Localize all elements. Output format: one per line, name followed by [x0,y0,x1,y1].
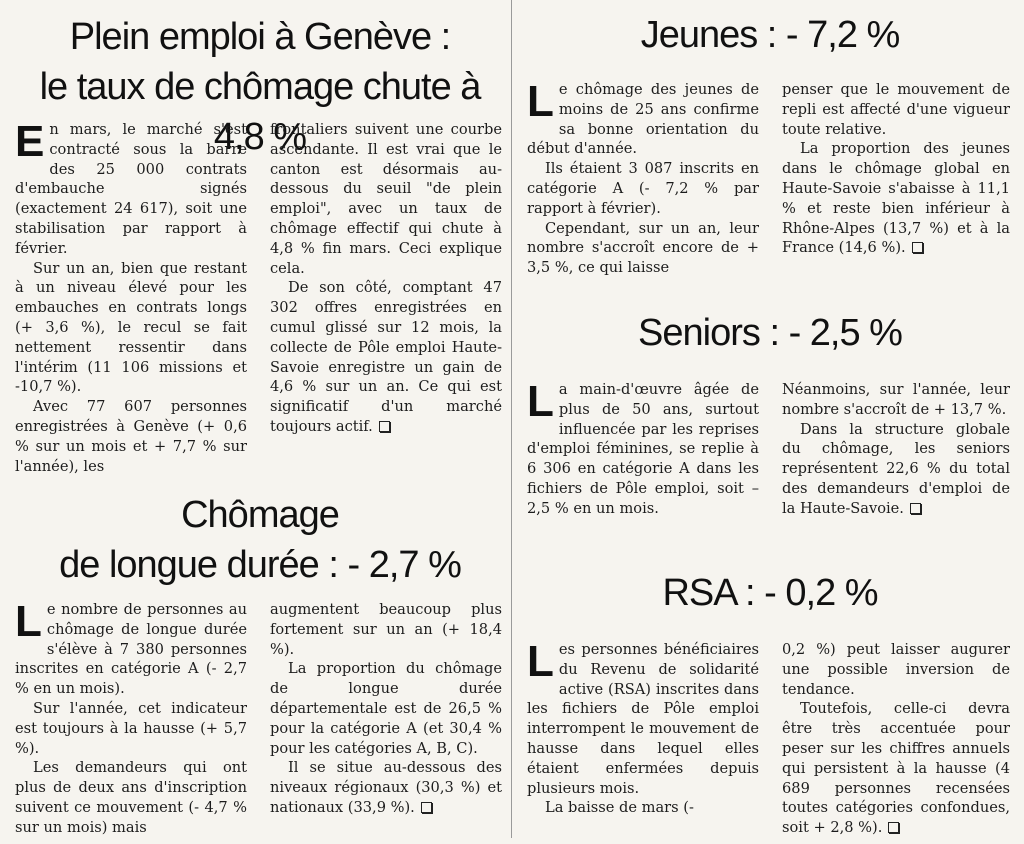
paragraph-text: La proportion des jeunes dans le chômage global en Haute-Savoie s'abaisse à 11,1 % et reste bien inférieur à Rhône-Alpes (13,7 %) et à la France (14,6 %). [782,140,1010,257]
article-column [15,117,247,476]
article-title [520,568,1020,618]
article-column [15,597,247,838]
paragraph: e nombre de personnes au chômage de longue durée s'élève à 7 380 personnes inscrites en catégorie A (- 2,7 % en un mois). [15,601,247,698]
paragraph: Néanmoins, sur l'année, leur nombre s'accroît de + 13,7 %. [782,381,1010,418]
article-title [520,308,1020,358]
article-column [270,120,502,437]
article-column [782,380,1010,519]
drop-cap: L [527,77,554,126]
title-line: de longue durée : - 2,7 % [59,544,461,586]
paragraph: Ils étaient 3 087 inscrits en catégorie A (- 7,2 % par rapport à février). [527,160,759,217]
paragraph-text: Il se situe au-dessous des niveaux régionaux (30,3 %) et nationaux (33,9 %). [270,759,502,816]
paragraph: La baisse de mars (- [545,799,694,817]
end-of-article-icon [888,822,899,833]
paragraph: penser que le mouvement de repli est affecté d'une vigueur toute relative. [782,81,1010,138]
paragraph-text: Toutefois, celle-ci devra être très accentuée pour peser sur les chiffres annuels qui persistent à la hausse (4 689 personnes recensées toutes catégories confondues, soit + 2,8 %). [782,700,1010,837]
drop-cap: E [15,117,45,166]
paragraph [782,699,1010,838]
paragraph: a main-d'œuvre âgée de plus de 50 ans, surtout influencée par les reprises d'emploi féminines, se replie à 6 306 en catégorie A dans les fichiers de Pôle emploi, soit – 2,5 % en un mois. [527,381,759,517]
paragraph: Sur un an, bien que restant à un niveau élevé pour les embauches en contrats longs (+ 3,6 %), le recul se fait nettement ressentir dans l'intérim (11 106 missions et -10,7 %). [15,259,247,396]
title-line: Jeunes : - 7,2 % [640,14,900,56]
paragraph [270,758,502,817]
paragraph: n mars, le marché s'est contracté sous la barre des 25 000 contrats d'embauche signés (exactement 24 617), soit une stabilisation par rapport à février. [15,121,247,257]
article-column [782,80,1010,258]
title-line: Chômage [181,494,339,536]
end-of-article-icon [910,503,921,514]
title-line: Seniors : - 2,5 % [638,312,902,354]
column-divider [511,0,512,838]
paragraph: Les demandeurs qui ont plus de deux ans d'inscription suivent ce mouvement (- 4,7 % sur un mois) mais [15,759,247,836]
drop-cap: L [527,377,554,426]
article-title [520,10,1020,60]
title-line: RSA : - 0,2 % [662,572,878,614]
article-column [527,377,759,519]
paragraph: Cependant, sur un an, leur nombre s'accroît encore de + 3,5 %, ce qui laisse [527,219,759,277]
article-column [270,600,502,818]
paragraph: Avec 77 607 personnes enregistrées à Genève (+ 0,6 % sur un mois et + 7,7 % sur l'année), les [15,398,247,475]
paragraph-text: Dans la structure globale du chômage, les seniors représentent 22,6 % du total des demandeurs d'emploi de la Haute-Savoie. [782,420,1010,517]
title-line: Plein emploi à Genève : [69,16,451,58]
paragraph-text: De son côté, comptant 47 302 offres enregistrées en cumul glissé sur 12 mois, la collecte de Pôle emploi Haute-Savoie enregistre un gain de 4,6 % sur un an. Ce qui est significatif d'un marché toujours actif. [270,279,502,435]
paragraph [782,139,1010,258]
paragraph: es personnes bénéficiaires du Revenu de solidarité active (RSA) inscrites dans les fichiers de Pôle emploi interrompent le mouvement de hausse dans lequel elles étaient enfermées depuis plusieurs mois. [527,641,759,797]
end-of-article-icon [912,242,923,253]
paragraph: La proportion du chômage de longue durée départementale est de 26,5 % pour la catégorie A (et 30,4 % pour les catégories A, B, C). [270,660,502,757]
paragraph: Sur l'année, cet indicateur est toujours à la hausse (+ 5,7 %). [15,699,247,757]
title-line: le taux de chômage chute à 4,8 % [39,66,481,158]
paragraph [782,420,1010,519]
article-column [782,640,1010,838]
paragraph: frontaliers suivent une courbe ascendante. Il est vrai que le canton est désormais au-dessous du seuil "de plein emploi", avec un taux de chômage effectif qui chute à 4,8 % fin mars. Ceci explique cela. [270,121,502,277]
drop-cap: L [527,637,554,686]
article-title [10,490,510,590]
article-column [527,637,759,818]
paragraph: e chômage des jeunes de moins de 25 ans confirme sa bonne orientation du début d'année. [527,81,759,158]
end-of-article-icon [421,802,432,813]
end-of-article-icon [379,421,390,432]
paragraph [270,278,502,436]
drop-cap: L [15,597,42,646]
paragraph: 0,2 %) peut laisser augurer une possible inversion de tendance. [782,641,1010,698]
paragraph: augmentent beaucoup plus fortement sur un an (+ 18,4 %). [270,601,502,658]
article-column [527,77,759,278]
